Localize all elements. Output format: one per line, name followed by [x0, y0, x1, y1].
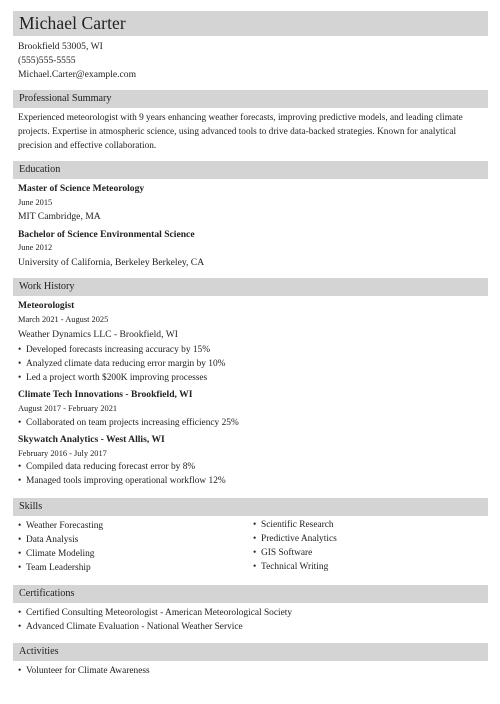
list-item: [18, 345, 210, 355]
list-item: [18, 563, 91, 573]
skill-item: GIS Software: [261, 548, 313, 558]
bullet-icon: •: [18, 666, 22, 676]
skill-item: Weather Forecasting: [26, 521, 104, 531]
phone: (555)555-5555: [18, 55, 76, 66]
skills-header: [13, 498, 488, 516]
job-bullet: Analyzed climate data reducing error margin by 10%: [26, 359, 226, 369]
job-role: Skywatch Analytics - West Allis, WI: [18, 434, 165, 445]
skill-item: Data Analysis: [26, 535, 79, 545]
skill-item: Climate Modeling: [26, 549, 95, 559]
summary-text: Experienced meteorologist with 9 years enhancing weather forecasts, improving predictive models, and leading climate projects. Expertise in atmospheric science, using advanced tools to drive data-backed strategies. Known for analytical precision and effective collaboration.: [18, 113, 463, 152]
skill-item: Team Leadership: [26, 563, 91, 573]
job-company: Weather Dynamics LLC - Brookfield, WI: [18, 329, 178, 340]
certifications-title: Certifications: [19, 588, 75, 599]
bullet-icon: •: [18, 549, 22, 559]
education-header: [13, 161, 488, 179]
job-bullet: Collaborated on team projects increasing efficiency 25%: [26, 418, 239, 428]
job-dates: March 2021 - August 2025: [18, 315, 109, 324]
email: Michael.Carter@example.com: [18, 69, 137, 80]
list-item: [18, 549, 94, 559]
certifications-header: [13, 585, 488, 603]
certification-item: Certified Consulting Meteorologist - American Meteorological Society: [26, 608, 293, 618]
bullet-icon: •: [253, 520, 257, 530]
bullet-icon: •: [18, 622, 22, 632]
bullet-icon: •: [18, 345, 22, 355]
bullet-icon: •: [18, 521, 22, 531]
list-item: [253, 562, 328, 572]
activity-item: Volunteer for Climate Awareness: [26, 666, 150, 676]
list-item: [18, 418, 239, 428]
bullet-icon: •: [18, 359, 22, 369]
skill-item: Technical Writing: [261, 562, 329, 572]
education-school: University of California, Berkeley Berkeley, CA: [18, 257, 205, 268]
bullet-icon: •: [253, 534, 257, 544]
job-bullet: Developed forecasts increasing accuracy by 15%: [26, 345, 211, 355]
list-item: [18, 373, 207, 383]
education-title: Education: [19, 164, 61, 175]
job-bullet: Managed tools improving operational workflow 12%: [26, 476, 226, 486]
list-item: [18, 521, 103, 531]
skill-item: Predictive Analytics: [261, 534, 337, 544]
bullet-icon: •: [18, 563, 22, 573]
activities-title: Activities: [19, 646, 59, 657]
work-header: [13, 278, 488, 296]
list-item: [18, 608, 292, 618]
candidate-name: Michael Carter: [19, 13, 126, 33]
bullet-icon: •: [18, 535, 22, 545]
skill-item: Scientific Research: [261, 520, 334, 530]
job-dates: February 2016 - July 2017: [18, 449, 107, 458]
work-title: Work History: [19, 281, 75, 292]
list-item: [18, 462, 195, 472]
bullet-icon: •: [253, 548, 257, 558]
summary-header: [13, 90, 488, 108]
list-item: [18, 359, 226, 369]
certification-item: Advanced Climate Evaluation - National Weather Service: [26, 622, 243, 632]
education-school: MIT Cambridge, MA: [18, 211, 101, 222]
list-item: [18, 476, 226, 486]
bullet-icon: •: [253, 562, 257, 572]
list-item: [18, 535, 78, 545]
summary-title: Professional Summary: [19, 93, 112, 104]
job-bullet: Led a project worth $200K improving processes: [26, 373, 208, 383]
name-header: [13, 11, 488, 36]
education-date: June 2015: [18, 198, 53, 207]
list-item: [253, 534, 337, 544]
education-degree: Bachelor of Science Environmental Science: [18, 229, 195, 240]
skills-title: Skills: [19, 501, 43, 512]
education-degree: Master of Science Meteorology: [18, 183, 145, 194]
list-item: [253, 520, 334, 530]
job-bullet: Compiled data reducing forecast error by 8%: [26, 462, 196, 472]
list-item: [18, 666, 150, 676]
location: Brookfield 53005, WI: [18, 41, 103, 52]
list-item: [18, 622, 243, 632]
bullet-icon: •: [18, 608, 22, 618]
job-role: Meteorologist: [18, 300, 75, 311]
job-role: Climate Tech Innovations - Brookfield, WI: [18, 389, 193, 400]
bullet-icon: •: [18, 476, 22, 486]
activities-header: [13, 643, 488, 661]
job-dates: August 2017 - February 2021: [18, 404, 118, 413]
bullet-icon: •: [18, 418, 22, 428]
bullet-icon: •: [18, 462, 22, 472]
list-item: [253, 548, 312, 558]
bullet-icon: •: [18, 373, 22, 383]
education-date: June 2012: [18, 243, 53, 252]
